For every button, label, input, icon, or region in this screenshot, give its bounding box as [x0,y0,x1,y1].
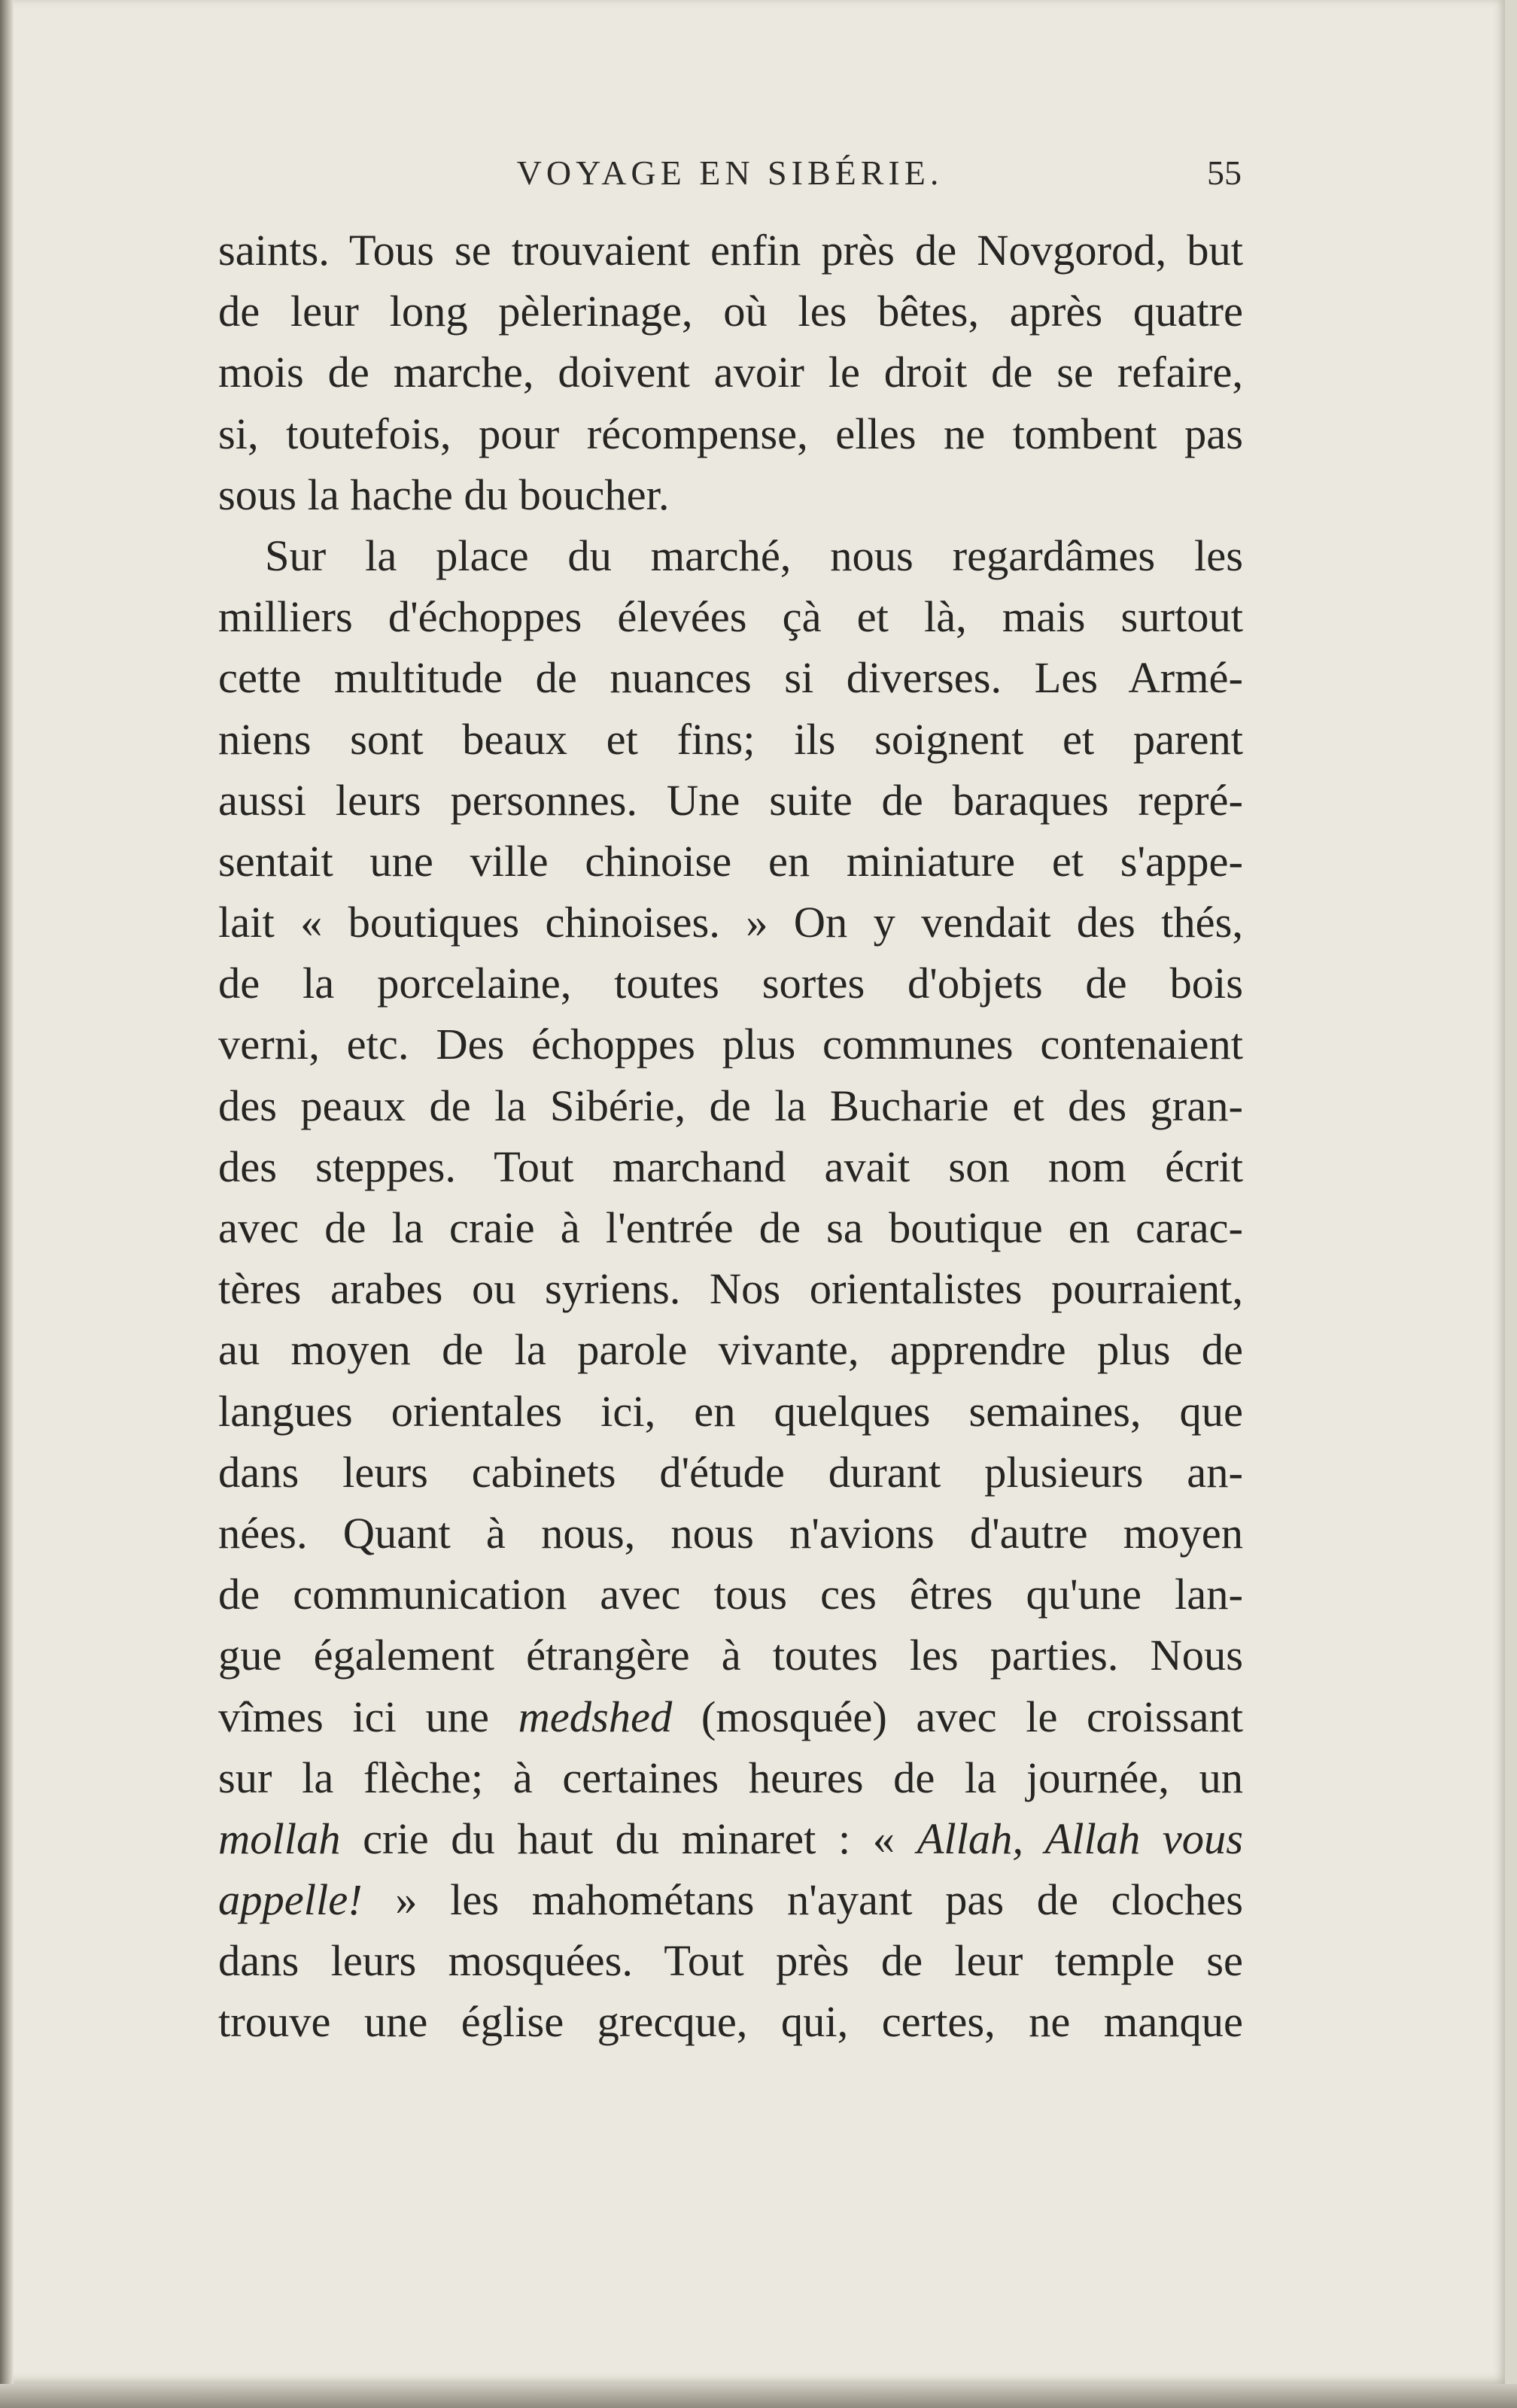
text-line: trouve une église grecque, qui, certes, ne manque [218,1997,1243,2047]
text-line: de leur long pèlerinage, où les bêtes, après quatre [218,287,1243,336]
text-segment: (mosquée) avec le croissant [672,1692,1243,1741]
page-gutter-edge [0,0,14,2408]
text-line: des peaux de la Sibérie, de la Bucharie et des gran- [218,1081,1243,1130]
text-line: de communication avec tous ces êtres qu'une lan- [218,1570,1243,1619]
text-line [218,1869,1243,1930]
text-line: sentait une ville chinoise en miniature et s'appe- [218,836,1243,886]
text-line: des steppes. Tout marchand avait son nom écrit [218,1142,1243,1191]
text-line: dans leurs cabinets d'étude durant plusieurs an- [218,1447,1243,1497]
text-line: si, toutefois, pour récompense, elles ne tombent pas [218,409,1243,458]
italic-quote: Allah, Allah vous [917,1814,1244,1863]
body-text [218,220,1243,2053]
text-line: niens sont beaux et fins; ils soignent et parent [218,714,1243,764]
text-line: lait « boutiques chinoises. » On y vendait des thés, [218,898,1243,947]
text-line: Sur la place du marché, nous regardâmes les [265,531,1243,580]
italic-word: medshed [518,1692,673,1741]
text-line: avec de la craie à l'entrée de sa boutique en carac- [218,1203,1243,1252]
text-line: nées. Quant à nous, nous n'avions d'autre moyen [218,1508,1243,1558]
text-line: dans leurs mosquées. Tout près de leur temple se [218,1936,1243,1986]
running-head [218,147,1242,199]
page-bottom-edge [0,2384,1517,2408]
running-title: VOYAGE EN SIBÉRIE. [516,154,944,192]
text-segment: vîmes ici une [218,1692,518,1741]
text-line: tères arabes ou syriens. Nos orientalistes pourraient, [218,1264,1243,1314]
text-line: milliers d'échoppes élevées çà et là, mais surtout [218,592,1243,642]
text-segment: » les mahométans n'ayant pas de cloches [362,1875,1243,1925]
text-line: gue également étrangère à toutes les parties. Nous [218,1631,1243,1680]
text-segment: crie du haut du minaret : « [340,1814,917,1863]
text-line: de la porcelaine, toutes sortes d'objets de bois [218,959,1243,1008]
text-line: aussi leurs personnes. Une suite de baraques repré- [218,775,1243,825]
italic-word: mollah [218,1814,341,1863]
text-line: sur la flèche; à certaines heures de la journée, un [218,1753,1243,1802]
text-line [218,1686,1243,1747]
text-line: sous la hache du boucher. [218,470,670,519]
text-line: cette multitude de nuances si diverses. Les Armé- [218,653,1243,703]
text-line: mois de marche, doivent avoir le droit de se refaire, [218,348,1243,397]
text-line: saints. Tous se trouvaient enfin près de Novgorod, but [218,226,1243,275]
italic-quote: appelle! [218,1875,363,1925]
page-number: 55 [1207,154,1242,192]
text-line: verni, etc. Des échoppes plus communes contenaient [218,1020,1243,1069]
text-line [218,1808,1243,1869]
text-line: langues orientales ici, en quelques semaines, que [218,1386,1243,1436]
text-line: au moyen de la parole vivante, apprendre plus de [218,1325,1243,1375]
